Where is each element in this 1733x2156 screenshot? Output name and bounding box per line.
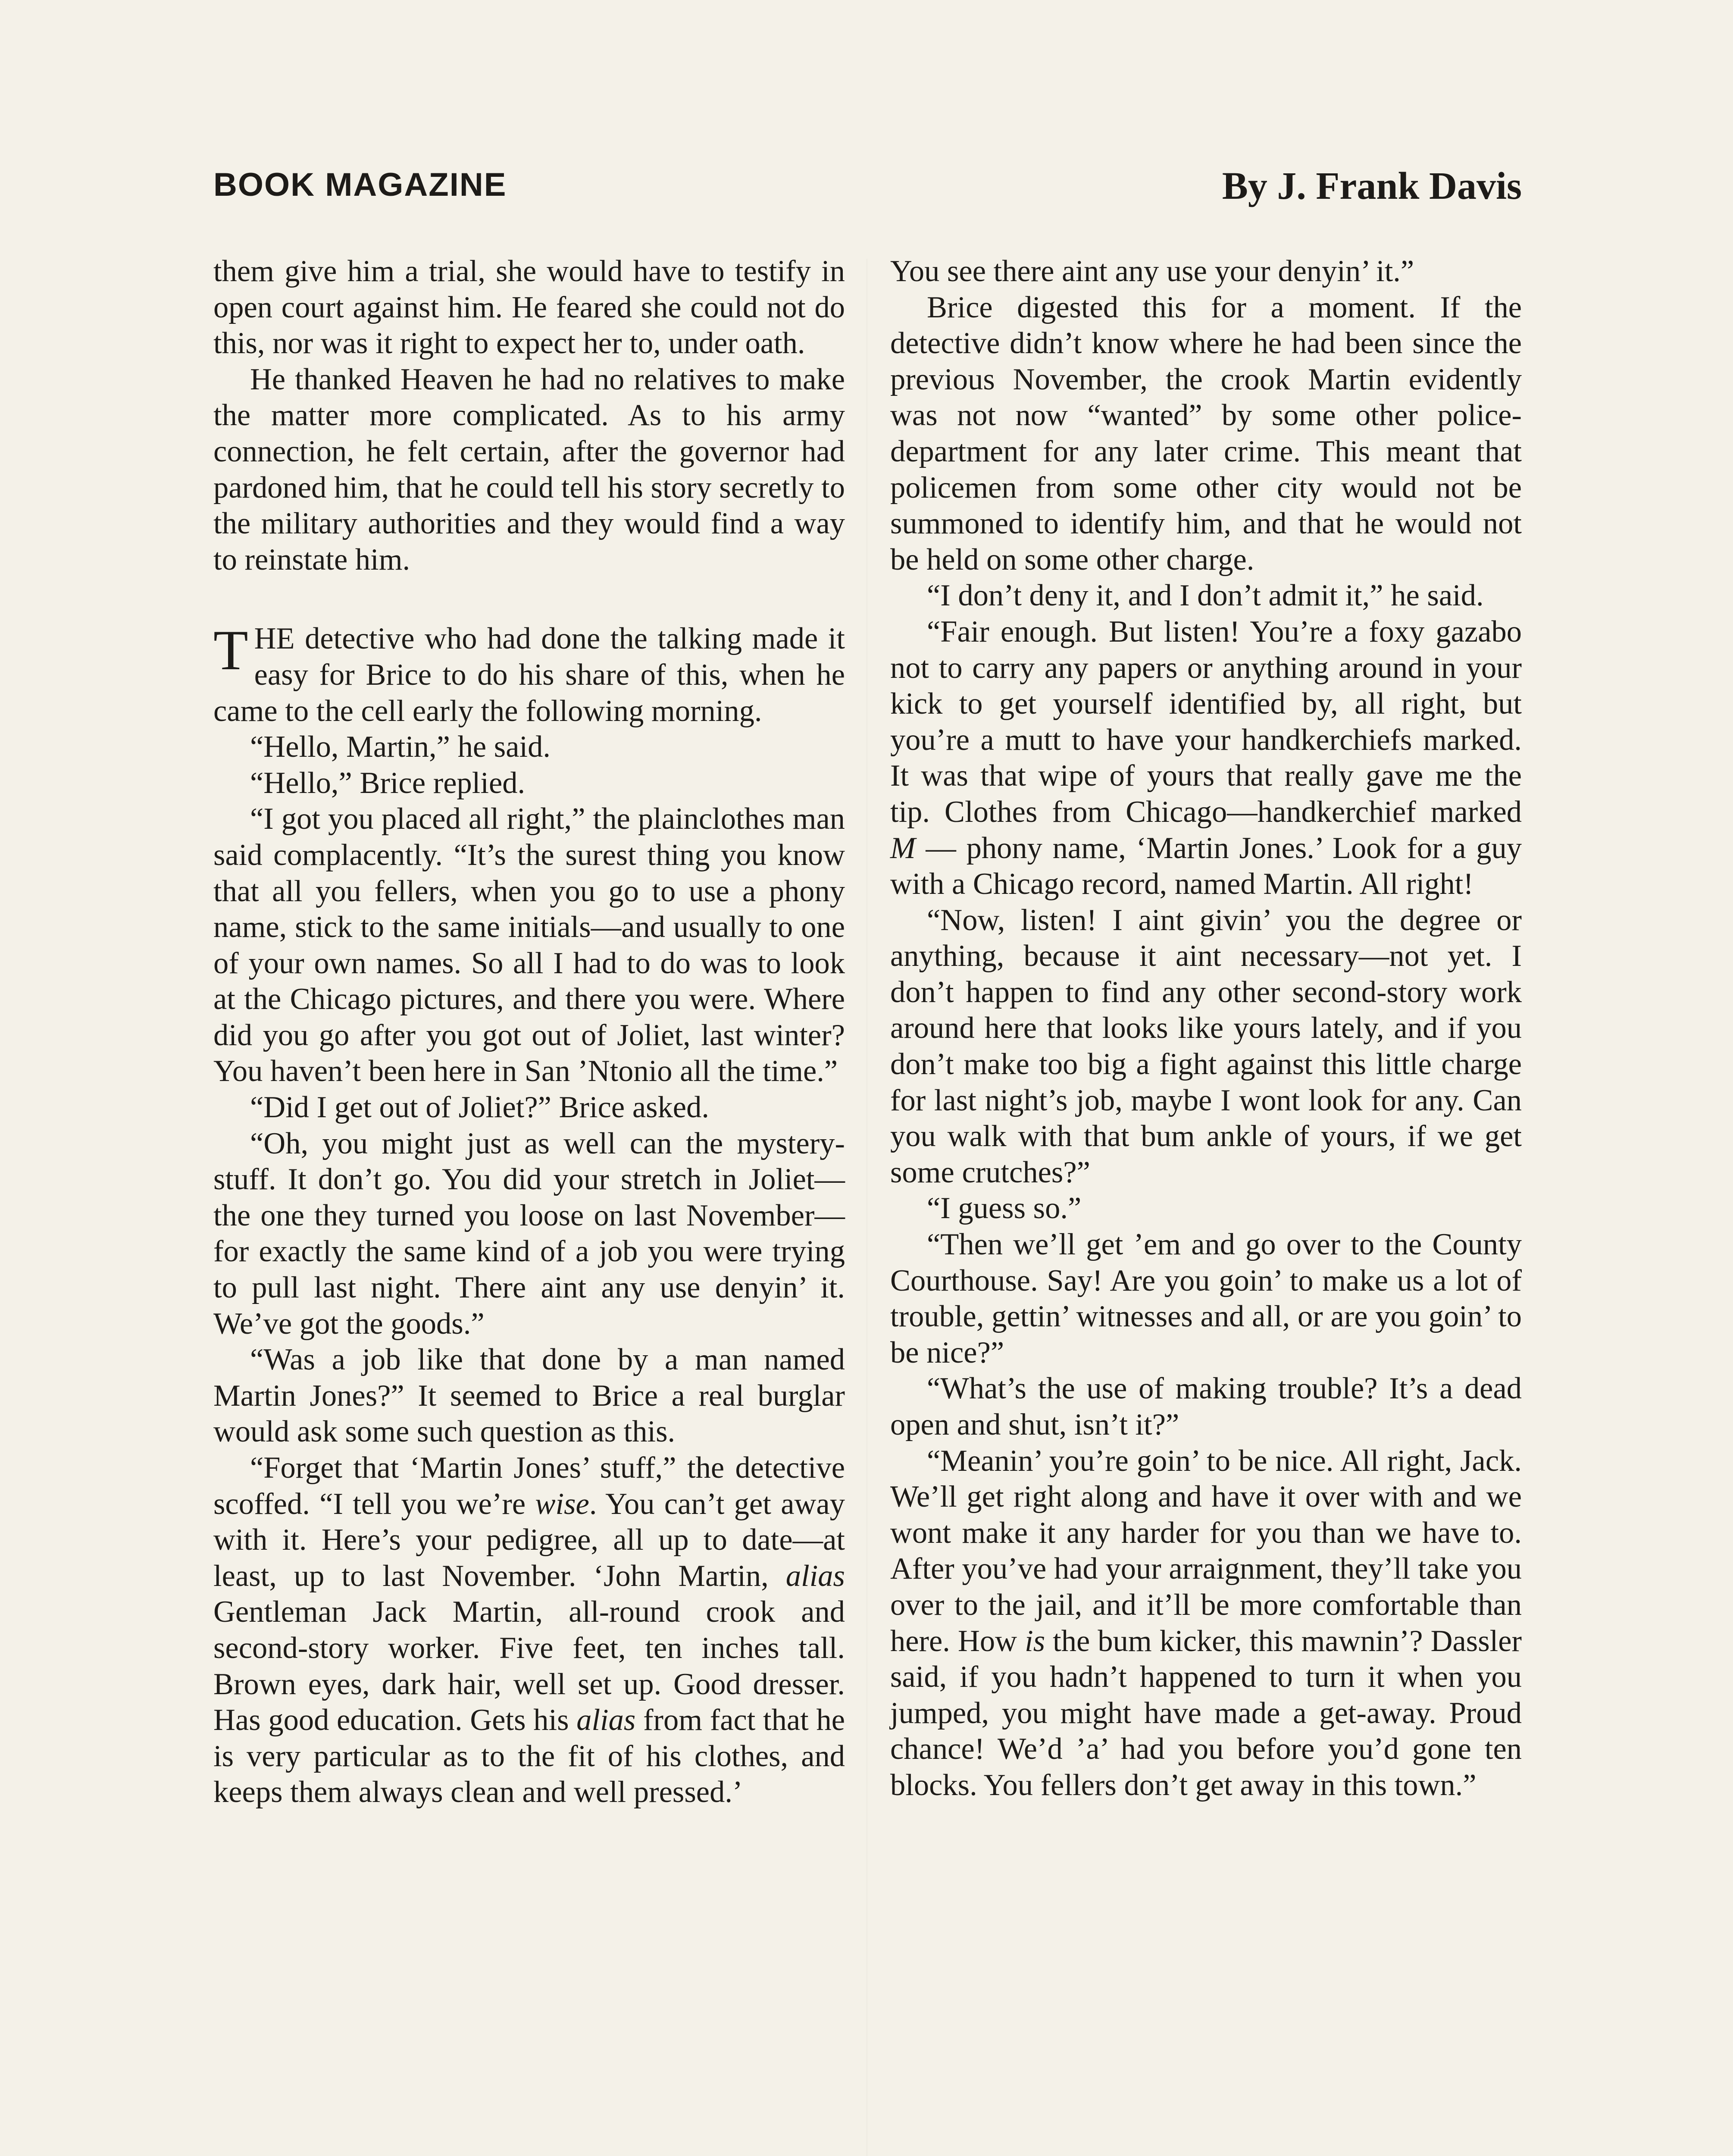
paragraph: “Now, listen! I aint givin’ you the degree or anything, because it aint necessary—not yet. I don’t happen to find any other second-story work around here that looks like yours lately, and if you don’t make too big a fight against this little charge for last night’s job, maybe I wont look for any. Can you walk with that bum ankle of yours, if we get some crutches?” bbox=[890, 903, 1522, 1189]
paragraph-with-drop-cap bbox=[213, 618, 845, 729]
text-run: — phony name, ‘Martin Jones.’ Look for a guy with a Chicago record, named Martin. All right! bbox=[890, 831, 1522, 901]
italic-text: wise bbox=[535, 1487, 589, 1521]
paragraph: “Was a job like that done by a man named Martin Jones?” It seemed to Brice a real burglar would ask some such question as this. bbox=[213, 1343, 845, 1449]
paragraph: “Hello,” Brice replied. bbox=[250, 766, 526, 800]
drop-cap: T bbox=[213, 618, 248, 682]
text-run: Gentleman Jack Martin, all-round crook and second-story worker. Five feet, ten inches tall. Brown eyes, dark hair, well set up. Good dresser. Has good education. Gets his bbox=[213, 1595, 845, 1737]
paragraph: “Hello, Martin,” he said. bbox=[250, 730, 551, 764]
paragraph bbox=[890, 614, 1522, 903]
italic-text: M bbox=[890, 831, 916, 865]
paragraph: “Did I get out of Joliet?” Brice asked. bbox=[250, 1091, 709, 1125]
text-column-right bbox=[890, 254, 1522, 1804]
text-run: . You can’t get away with it. Here’s your pedigree, all up to date—at least, up to last November. ‘John Martin, bbox=[213, 1487, 845, 1593]
paragraph: Brice digested this for a moment. If the detective didn’t know where he had been since the previous November, the crook Martin evidently was not now “wanted” by some other police-department for any later crime. This meant that policemen from some other city would not be summoned to identify him, and that he would not be held on some other charge. bbox=[890, 290, 1522, 577]
paragraph: “I don’t deny it, and I don’t admit it,” he said. bbox=[927, 579, 1484, 613]
paragraph: “Oh, you might just as well can the mystery-stuff. It don’t go. You did your stretch in Joliet—the one they turned you loose on last November—for exactly the same kind of a job you were trying to pull last night. There aint any use denyin’ it. We’ve got the goods.” bbox=[213, 1126, 845, 1341]
italic-text: alias bbox=[576, 1703, 636, 1737]
paragraph: You see there aint any use your denyin’ it.” bbox=[890, 254, 1414, 288]
paragraph: “Then we’ll get ’em and go over to the County Courthouse. Say! Are you goin’ to make us a lot of trouble, gettin’ witnesses and all, or are you goin’ to be nice?” bbox=[890, 1228, 1522, 1369]
running-header-title: BOOK MAGAZINE bbox=[213, 166, 507, 203]
italic-text: is bbox=[1025, 1624, 1045, 1658]
paragraph: “What’s the use of making trouble? It’s a dead open and shut, isn’t it?” bbox=[890, 1372, 1522, 1442]
paragraph bbox=[213, 1450, 845, 1811]
paragraph: “I guess so.” bbox=[927, 1191, 1082, 1225]
column-gutter bbox=[866, 259, 867, 2156]
italic-text: alias bbox=[785, 1559, 845, 1593]
text-run: “Meanin’ you’re goin’ to be nice. All right, Jack. We’ll get right along and have it over with and we wont make it any harder for you than we have to. After you’ve had your arraignment, they’ll take you over to the jail, and it’ll be more comfortable than here. How bbox=[890, 1444, 1522, 1658]
paragraph: “I got you placed all right,” the plainclothes man said complacently. “It’s the surest thing you know that all you fellers, when you go to use a phony name, stick to the same initials—and usually to one of your own names. So all I had to do was to look at the Chicago pictures, and there you were. Where did you go after you got out of Joliet, last winter? You haven’t been here in San ’Ntonio all the time.” bbox=[213, 802, 845, 1088]
text-run: from fact that he is very particular as to the fit of his clothes, and keeps them always clean and well pressed.’ bbox=[213, 1703, 845, 1809]
text-run: “Forget that ‘Martin Jones’ stuff,” the detective scoffed. “I tell you we’re bbox=[213, 1451, 845, 1521]
paragraph: He thanked Heaven he had no relatives to make the matter more complicated. As to his army connection, he felt certain, after the governor had pardoned him, that he could tell his story secretly to the military authorities and they would find a way to reinstate him. bbox=[213, 362, 845, 577]
text-column-left bbox=[213, 254, 845, 1811]
text-run: “Fair enough. But listen! You’re a foxy gazabo not to carry any papers or anything around in your kick to get yourself identified by, all right, but you’re a mutt to have your handkerchiefs marked. It was that wipe of yours that really gave me the tip. Clothes from Chicago—handkerchief marked bbox=[890, 614, 1522, 829]
paragraph: them give him a trial, she would have to testify in open court against him. He feared she could not do this, nor was it right to expect her to, under oath. bbox=[213, 254, 845, 360]
running-header-author: By J. Frank Davis bbox=[1222, 165, 1522, 207]
section-break bbox=[213, 578, 845, 621]
paragraph-text: HE detective who had done the talking made it easy for Brice to do his share of this, when he came to the cell early the following morning. bbox=[213, 622, 845, 728]
text-run: the bum kicker, this mawnin’? Dassler said, if you hadn’t happened to turn it when you jumped, you might have made a get-away. Proud chance! We’d ’a’ had you before you’d gone ten blocks. You fellers don’t get away in this town.” bbox=[890, 1624, 1522, 1802]
paragraph bbox=[890, 1443, 1522, 1804]
